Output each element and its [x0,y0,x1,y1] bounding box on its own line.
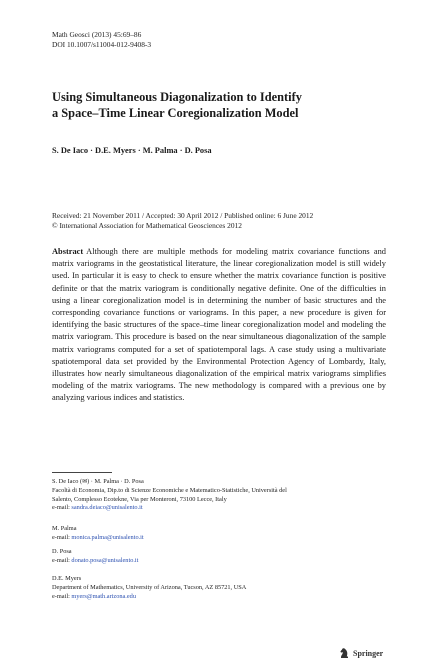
publisher-name: Springer [353,648,384,658]
doi: DOI 10.1007/s11004-012-9408-3 [52,40,152,49]
email-link-deiaco[interactable]: sandra.deiaco@unisalento.it [71,504,143,512]
abstract [52,246,386,405]
envelope-icon: ✉ [82,478,88,485]
history-dates: Received: 21 November 2011 / Accepted: 30 April 2012 / Published online: 6 June 2012 [52,211,314,220]
email-row: e-mail: donato.posa@unisalento.it [52,556,139,564]
footnote-palma [52,525,386,543]
abstract-label: Abstract [52,247,84,256]
footnote-rule [52,472,112,473]
footnote-name: D.E. Myers [52,575,82,582]
email-link-palma[interactable]: monica.palma@unisalento.it [71,533,144,541]
copyright: © International Association for Mathematical Geosciences 2012 [52,221,242,230]
journal-header [52,30,151,50]
email-link-posa[interactable]: donato.posa@unisalento.it [71,556,139,564]
affiliation: Department of Mathematics, University of Arizona, Tucson, AZ 85721, USA [52,583,247,591]
publisher-logo [339,647,383,659]
footnote-name: M. Palma [52,525,77,532]
footnote-authors: S. De Iaco (✉) · M. Palma · D. Posa [52,478,144,485]
affiliation-line-1: Facoltà di Economia, Dip.to di Scienze Economiche e Matematico-Statistiche, Università del [52,486,287,494]
footnote-posa [52,548,386,566]
title-line-2: a Space–Time Linear Coregionalization Model [52,106,299,120]
journal-citation: Math Geosci (2013) 45:69–86 [52,30,142,39]
email-link-myers[interactable]: myers@math.arizona.edu [71,592,136,600]
footnote-myers [52,575,386,601]
affiliation-line-2: Salento, Complesso Ecotekne, Via per Monteroni, 73100 Lecce, Italy [52,495,227,503]
springer-knight-icon [339,647,350,659]
paper-title [52,89,382,121]
title-line-1: Using Simultaneous Diagonalization to Identify [52,90,302,104]
email-row: e-mail: myers@math.arizona.edu [52,592,136,600]
publication-history [52,211,313,231]
email-row: e-mail: sandra.deiaco@unisalento.it [52,504,143,512]
footnote-name: D. Posa [52,548,72,555]
footnote-de-iaco [52,478,386,513]
author-list: S. De Iaco · D.E. Myers · M. Palma · D. Posa [52,146,212,155]
email-row: e-mail: monica.palma@unisalento.it [52,533,144,541]
abstract-text: Although there are multiple methods for modeling matrix covariance functions and matrix variograms in the geostatistical literature, the linear coregionalization model is still widely used. In particular it is easy to check to ensure whether the matrix covariance function is positive definite or that the matrix variogram is conditionally negative definite. One of the difficulties in using a linear coregionalization model is in determining the number of basic structures and the corresponding covariance functions or variograms. In this paper, a new procedure is given for identifying the basic structures of the space–time linear coregionalization model and modeling the matrix variogram. This procedure is based on the near simultaneous diagonalization of the sample matrix variograms computed for a set of spatiotemporal lags. A case study using a multivariate spatiotemporal data set provided by the Environmental Protection Agency of Lombardy, Italy, illustrates how nearly simultaneous diagonalization of the empirical matrix variograms simplifies modeling of the matrix variograms. The new methodology is compared with a previous one by analyzing various indices and statistics. [52,247,386,403]
